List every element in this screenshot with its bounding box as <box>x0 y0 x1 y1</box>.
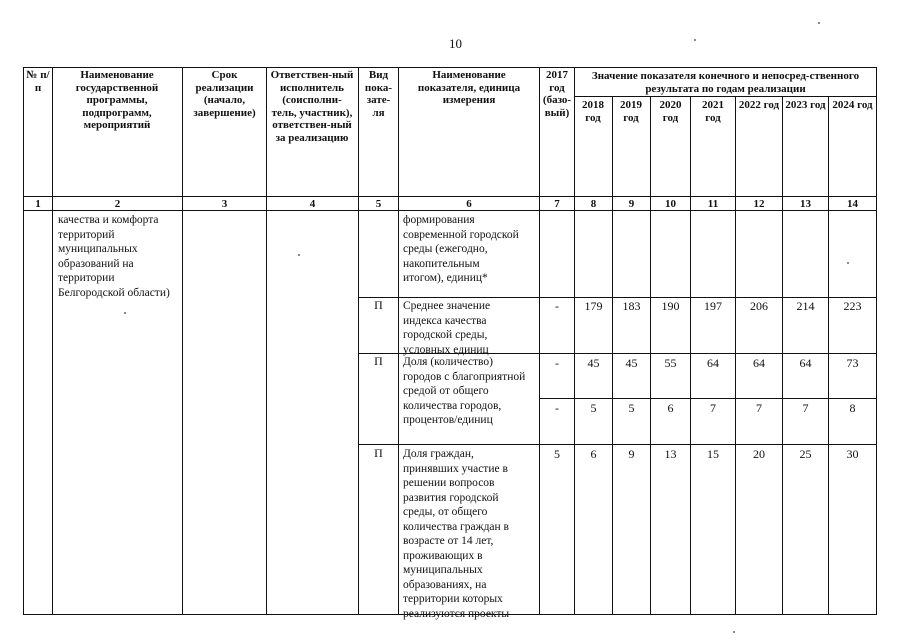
rule-row3-split <box>539 398 876 399</box>
col-number: 5 <box>375 198 382 210</box>
col-number: 14 <box>847 198 858 210</box>
rule-v-left <box>23 67 24 615</box>
program-name: качества и комфорта территорий муниципальных образований на территории Белгородской области) <box>58 214 170 299</box>
header-program: Наименование государственной программы, подпрограмм, мероприятий <box>75 69 159 131</box>
header-year-2018: 2018 год <box>582 99 604 124</box>
rule-v-c1 <box>52 67 53 615</box>
value-2023: 25 <box>799 447 812 461</box>
header-year-2022: 2022 год <box>738 99 780 111</box>
indicator-name: Доля (количество) городов с благоприятной средой от общего количества городов, процентов/единиц <box>403 356 526 426</box>
value-2019: 9 <box>628 447 635 461</box>
rule-v-c3 <box>266 67 267 615</box>
col-number: 6 <box>466 198 472 210</box>
col-number: 13 <box>800 198 811 210</box>
header-period: Срок реализации (начало, завершение) <box>193 69 256 119</box>
indicator-name: Среднее значение индекса качества городской среды, условных единиц <box>403 300 491 356</box>
value-2020: 190 <box>661 299 680 313</box>
value2-2023: 7 <box>802 401 809 415</box>
col-number: 8 <box>590 198 597 210</box>
col-number: 11 <box>707 198 719 210</box>
page-number: 10 <box>449 36 462 51</box>
base-value: - <box>555 299 559 313</box>
value-2024: 30 <box>846 447 859 461</box>
rule-v-c6 <box>539 67 540 615</box>
value-2022: 20 <box>753 447 765 461</box>
header-year-2023: 2023 год <box>785 99 826 111</box>
base-value: 5 <box>554 447 560 461</box>
header-year-2020: 2020 год <box>659 99 682 124</box>
col-number: 10 <box>665 198 676 210</box>
header-group: Значение показателя конечного и непосред-ственного результата по годам реализации <box>591 70 860 95</box>
header-base-year: 2017 год (базо-вый) <box>542 69 572 119</box>
value-2022: 206 <box>750 299 768 313</box>
value2-2021: 7 <box>710 401 716 415</box>
value2-2022: 7 <box>756 401 762 415</box>
value-2018: 6 <box>590 447 597 461</box>
value-2019: 183 <box>622 299 641 313</box>
col-number: 2 <box>114 198 121 210</box>
value-2021: 64 <box>707 356 719 370</box>
scan-speck <box>847 262 849 264</box>
header-indicator-name: Наименование показателя, единица измерения <box>417 69 521 106</box>
value-2024: 73 <box>846 356 859 370</box>
value-2018: 45 <box>587 356 600 370</box>
scan-speck <box>733 631 735 633</box>
col-number: 3 <box>221 198 228 210</box>
value-2021: 197 <box>704 299 722 313</box>
scan-speck <box>298 254 300 256</box>
indicator-type: П <box>374 298 383 312</box>
col-number: 12 <box>753 198 765 210</box>
base-value-2: - <box>555 401 559 415</box>
value-2023: 64 <box>799 356 812 370</box>
value-2024: 223 <box>843 299 862 313</box>
value2-2018: 5 <box>590 401 597 415</box>
rule-v-c5 <box>398 67 399 615</box>
header-indicator-type: Вид пока-зате-ля <box>364 69 393 119</box>
rule-group <box>574 96 876 97</box>
rule-row3-bottom <box>358 444 876 445</box>
rule-v-right <box>876 67 877 615</box>
value-2023: 214 <box>796 299 815 313</box>
indicator-type: П <box>374 354 383 368</box>
header-num: № п/п <box>26 69 50 94</box>
value2-2020: 6 <box>667 401 674 415</box>
rule-v-c4 <box>358 67 359 615</box>
col-number: 1 <box>35 198 41 210</box>
rule-v-c7 <box>574 67 575 615</box>
header-year-2021: 2021 год <box>702 99 724 124</box>
rule-v-c2 <box>182 67 183 615</box>
indicator-name: формирования современной городской среды (ежегодно, накопительным итогом), единиц* <box>403 214 519 284</box>
value-2019: 45 <box>625 356 638 370</box>
value2-2019: 5 <box>628 401 635 415</box>
header-year-2024: 2024 год <box>832 99 873 111</box>
header-executor: Ответствен-ный исполнитель (соисполни-тель, участник), ответствен-ный за реализацию <box>270 69 354 144</box>
indicator-type: П <box>374 446 383 460</box>
value-2022: 64 <box>753 356 765 370</box>
header-year-2019: 2019 год <box>620 99 642 124</box>
value2-2024: 8 <box>849 401 856 415</box>
scan-speck <box>818 22 820 24</box>
indicator-name: Доля граждан, принявших участие в решении вопросов развития городской среды, от общего количества граждан в возрасте от 14 лет, проживающих в муниципальных образованиях, на территории которых реализуются проекты <box>403 448 510 620</box>
col-number: 4 <box>309 198 316 210</box>
col-number: 7 <box>554 198 560 210</box>
value-2020: 55 <box>664 356 677 370</box>
value-2018: 179 <box>584 299 603 313</box>
base-value: - <box>555 356 559 370</box>
value-2020: 13 <box>664 447 677 461</box>
value-2021: 15 <box>707 447 719 461</box>
scan-speck <box>694 39 696 41</box>
col-number: 9 <box>628 198 635 210</box>
scan-speck <box>124 312 126 314</box>
